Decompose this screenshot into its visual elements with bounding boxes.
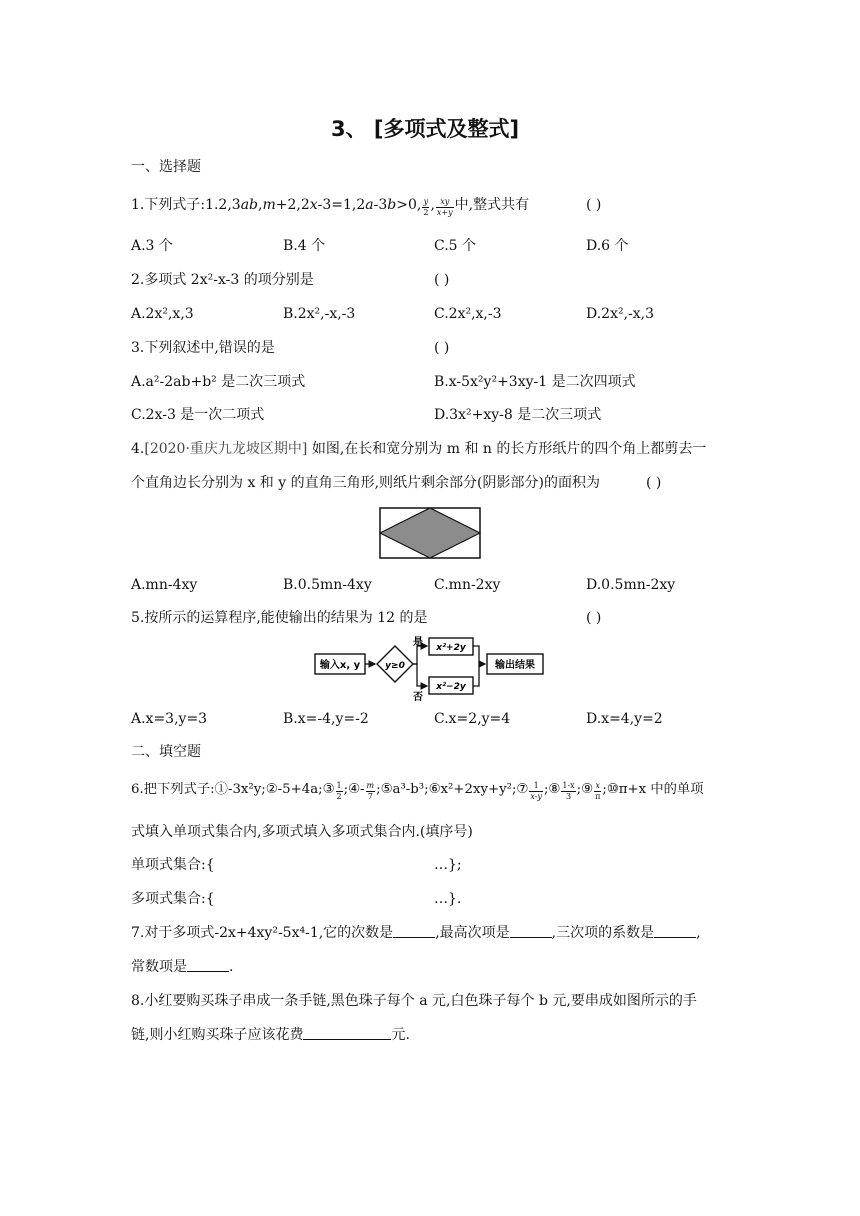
flow-arrow-yes — [413, 646, 427, 664]
question-4-stem-line1 — [131, 440, 706, 458]
q1-text-c: +2,2 — [275, 197, 310, 213]
q5-option-b: B.x=-4,y=-2 — [283, 711, 369, 727]
q4-answer-paren: ( ) — [646, 475, 662, 491]
q6-text-e: ;⑨ — [576, 782, 594, 797]
q4-option-b: B.0.5mn-4xy — [283, 577, 372, 593]
q1-fraction-1: $\frac{y}{2}$ — [423, 197, 429, 217]
question-6-stem-line1 — [131, 781, 704, 802]
q1-var-m: m — [262, 197, 276, 213]
q7-text-e: 常数项是 — [131, 959, 187, 975]
question-3-stem: 3.下列叙述中,错误的是 — [131, 340, 275, 356]
q5-flowchart — [313, 636, 547, 702]
q1-var-x: x — [309, 197, 318, 213]
question-2-stem: 2.多项式 2x²-x-3 的项分别是 — [131, 272, 314, 288]
q4-number: 4. — [131, 441, 145, 457]
q2-option-a: A.2x²,x,3 — [131, 306, 194, 322]
q6-fraction-4: $\frac{m}{7}$ — [366, 781, 375, 801]
q7-text-d: , — [696, 925, 701, 941]
q6-fraction-7: $\frac{1}{x-y}$ — [530, 781, 542, 801]
q3-answer-paren: ( ) — [434, 340, 450, 356]
q7-text-b: ,最高次项是 — [435, 925, 510, 941]
q4-source-tag: [2020·重庆九龙坡区期中] — [144, 441, 308, 457]
flow-bottom-expr: x²−2y — [436, 682, 466, 692]
q1-text-g: 中,整式共有 — [454, 197, 530, 213]
q7-blank-degree[interactable] — [393, 924, 435, 938]
q1-text-d: -3=1,2 — [317, 197, 366, 213]
q5-answer-paren: ( ) — [586, 610, 602, 626]
page-title: 3、 [多项式及整式] — [331, 117, 520, 141]
flow-condition-label: y≥0 — [385, 661, 405, 671]
section-heading-choice: 一、选择题 — [131, 159, 201, 175]
q8-text-a: 链,则小红购买珠子应该花费 — [131, 1027, 304, 1043]
flow-no-label: 否 — [413, 692, 423, 702]
question-7-stem-line1 — [131, 924, 701, 942]
q3-option-a: A.a²-2ab+b² 是二次三项式 — [131, 374, 306, 390]
q1-text-e: -3 — [373, 197, 388, 213]
q6-monomial-set-end: …}; — [434, 857, 462, 873]
flow-arrow-no — [413, 664, 427, 686]
q6-text-d: ;⑧ — [543, 782, 561, 797]
q3-option-d: D.3x²+xy-8 是二次三项式 — [434, 407, 602, 423]
question-8-stem-line2 — [131, 1026, 410, 1044]
flow-top-expr: x²+2y — [436, 643, 466, 653]
q8-blank-cost[interactable] — [303, 1026, 391, 1040]
q2-option-b: B.2x²,-x,-3 — [283, 306, 356, 322]
q6-polynomial-set-label: 多项式集合:{ — [131, 891, 215, 907]
q5-option-a: A.x=3,y=3 — [131, 711, 208, 727]
q6-polynomial-set-end: …}. — [434, 891, 462, 907]
q3-option-b: B.x-5x²y²+3xy-1 是二次四项式 — [434, 374, 636, 390]
q1-option-b: B.4 个 — [283, 238, 326, 254]
q2-answer-paren: ( ) — [434, 272, 450, 288]
q6-text-b: ;④- — [343, 782, 365, 797]
q5-option-c: C.x=2,y=4 — [434, 711, 511, 727]
q1-fraction-2: $\frac{xy}{x+y}$ — [436, 197, 453, 217]
q1-var-ab: ab — [240, 197, 259, 213]
q3-option-c: C.2x-3 是一次二项式 — [131, 407, 265, 423]
q6-monomial-set-label: 单项式集合:{ — [131, 857, 215, 873]
question-5-stem: 5.按所示的运算程序,能使输出的结果为 12 的是 — [131, 610, 428, 626]
q1-text-a: 1.下列式子:1.2,3 — [131, 197, 241, 213]
q1-var-b: b — [387, 197, 397, 213]
q6-text-a: 6.把下列式子:①-3x²y;②-5+4a;③ — [131, 782, 335, 797]
q7-text-c: ,三次项的系数是 — [551, 925, 655, 941]
q2-option-c: C.2x²,x,-3 — [434, 306, 502, 322]
q4-option-a: A.mn-4xy — [131, 577, 198, 593]
q7-text-a: 7.对于多项式-2x+4xy²-5x⁴-1,它的次数是 — [131, 925, 394, 941]
q1-text-b: , — [258, 197, 263, 213]
q1-option-a: A.3 个 — [131, 238, 173, 254]
q1-option-d: D.6 个 — [586, 238, 629, 254]
question-1-stem: 1.下列式子:1.2,3ab,m+2,2x-3=1,2a-3b>0, $\frac{y}{2}$ , $\frac{xy}{x+y}$ 中,整式共有 — [131, 197, 530, 217]
q1-text-f: >0, — [396, 197, 422, 213]
q6-fraction-9: $\frac{x}{\pi}$ — [595, 781, 601, 801]
q6-fraction-8: $\frac{1-x}{3}$ — [562, 781, 575, 801]
flow-yes-label: 是 — [413, 637, 423, 648]
q4-option-d: D.0.5mn-2xy — [586, 577, 676, 593]
q7-blank-highest-term[interactable] — [510, 924, 552, 938]
q8-text-b: 元. — [391, 1027, 410, 1043]
q1-answer-paren: ( ) — [586, 197, 602, 213]
flow-merge-line — [473, 646, 479, 686]
q2-option-d: D.2x²,-x,3 — [586, 306, 655, 322]
question-4-stem-line2: 个直角边长分别为 x 和 y 的直角三角形,则纸片剩余部分(阴影部分)的面积为 — [131, 475, 600, 491]
question-8-stem-line1: 8.小红要购买珠子串成一条手链,黑色珠子每个 a 元,白色珠子每个 b 元,要串成如图所示的手 — [131, 993, 697, 1009]
question-7-stem-line2 — [131, 958, 233, 976]
q4-text-1: 如图,在长和宽分别为 m 和 n 的长方形纸片的四个角上都剪去一 — [307, 441, 707, 457]
q4-rectangle-figure — [379, 507, 481, 559]
q1-option-c: C.5 个 — [434, 238, 477, 254]
flow-input-label: 输入x, y — [319, 660, 361, 671]
flow-output-label: 输出结果 — [495, 660, 535, 671]
q7-text-f: . — [229, 959, 234, 975]
q7-blank-cubic-coefficient[interactable] — [654, 924, 696, 938]
q6-text-f: ;⑩π+x 中的单项 — [602, 782, 704, 797]
section-heading-fill: 二、填空题 — [131, 744, 201, 760]
q1-var-a: a — [365, 197, 374, 213]
q5-option-d: D.x=4,y=2 — [586, 711, 663, 727]
q6-fraction-3: $\frac{1}{2}$ — [336, 781, 342, 801]
q4-option-c: C.mn-2xy — [434, 577, 501, 593]
q7-blank-constant[interactable] — [187, 958, 229, 972]
question-6-stem-line2: 式填入单项式集合内,多项式填入多项式集合内.(填序号) — [131, 824, 473, 840]
q6-text-c: ;⑤a³-b³;⑥x²+2xy+y²;⑦ — [376, 782, 529, 797]
